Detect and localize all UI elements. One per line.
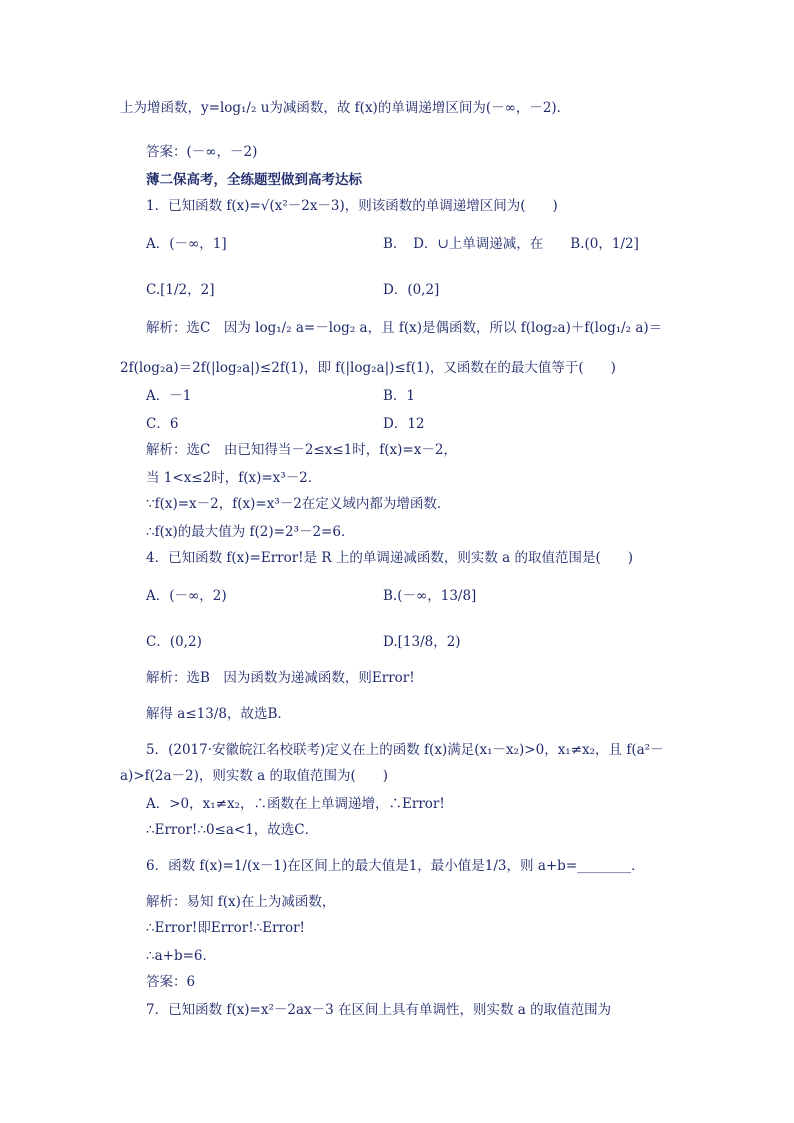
col2-line-4: B.(－∞，13/8] bbox=[383, 588, 477, 604]
col2-line-1: D．(0,2] bbox=[383, 282, 440, 298]
lines-line-21: A．>0，x₁≠x₂，∴函数在上单调递增，∴Error! bbox=[146, 796, 445, 812]
lines-line-17: 解析：选B 因为函数为递减函数，则Error! bbox=[146, 670, 415, 686]
lines-line-19: 5．(2017·安徽皖江名校联考)定义在上的函数 f(x)满足(x₁－x₂)>0，x₁≠x₂，且 f(a²－ bbox=[146, 742, 664, 758]
lines-line-24: 解析：易知 f(x)在上为减函数， bbox=[146, 894, 336, 910]
lines-line-0: 上为增函数，y=log₁/₂ u为减函数，故 f(x)的单调递增区间为(－∞，－2)． bbox=[120, 100, 571, 116]
lines-line-16: C．(0,2) bbox=[146, 634, 202, 650]
lines-line-23: 6．函数 f(x)=1/(x－1)在区间上的最大值是1，最小值是1/3，则 a+b=________． bbox=[146, 858, 645, 874]
lines-line-27: 答案：6 bbox=[146, 974, 196, 990]
lines-line-22: ∴Error!∴0≤a<1，故选C． bbox=[146, 822, 319, 838]
col2-line-5: D.[13/8，2) bbox=[383, 634, 461, 650]
lines-line-15: A．(－∞，2) bbox=[146, 588, 227, 604]
col2-line-2: B．1 bbox=[383, 388, 416, 404]
col2-line-3: D．12 bbox=[383, 416, 425, 432]
lines-line-11: 当 1<x≤2时，f(x)=x³－2． bbox=[146, 470, 322, 486]
lines-line-6: 解析：选C 因为 log₁/₂ a=－log₂ a，且 f(x)是偶函数，所以 f(log₂a)＋f(log₁/₂ a)＝ bbox=[146, 320, 663, 336]
lines-line-9: C．6 bbox=[146, 416, 179, 432]
lines-line-7: 2f(log₂a)＝2f(|log₂a|)≤2f(1)，即 f(|log₂a|)≤f(1)，又函数在的最大值等于( ) bbox=[120, 360, 616, 376]
lines-line-2: 薄二保高考，全练题型做到高考达标 bbox=[146, 172, 362, 188]
lines-line-3: 1．已知函数 f(x)=√(x²－2x－3)，则该函数的单调递增区间为( ) bbox=[146, 198, 558, 214]
col2-line-0: B． D．∪上单调递减，在 B.(0，1/2] bbox=[383, 236, 639, 252]
lines-line-4: A．(－∞，1] bbox=[146, 236, 227, 252]
lines-line-12: ∵f(x)=x－2，f(x)=x³－2在定义域内都为增函数． bbox=[146, 496, 451, 512]
lines-line-18: 解得 a≤13/8，故选B． bbox=[146, 706, 291, 722]
lines-line-10: 解析：选C 由已知得当－2≤x≤1时，f(x)=x－2， bbox=[146, 442, 457, 458]
lines-line-14: 4．已知函数 f(x)=Error!是 R 上的单调递减函数，则实数 a 的取值范围是( ) bbox=[146, 550, 634, 566]
lines-line-26: ∴a+b=6． bbox=[146, 948, 216, 964]
lines-line-13: ∴f(x)的最大值为 f(2)=2³－2=6． bbox=[146, 524, 355, 540]
lines-line-25: ∴Error!即Error!∴Error! bbox=[146, 920, 305, 936]
lines-line-5: C.[1/2，2] bbox=[146, 282, 215, 298]
lines-line-1: 答案：(－∞，－2) bbox=[146, 144, 258, 160]
lines-line-20: a)>f(2a－2)，则实数 a 的取值范围为( ) bbox=[120, 768, 389, 784]
lines-line-28: 7．已知函数 f(x)=x²－2ax－3 在区间上具有单调性，则实数 a 的取值范围为 bbox=[146, 1002, 612, 1018]
lines-line-8: A．－1 bbox=[146, 388, 192, 404]
